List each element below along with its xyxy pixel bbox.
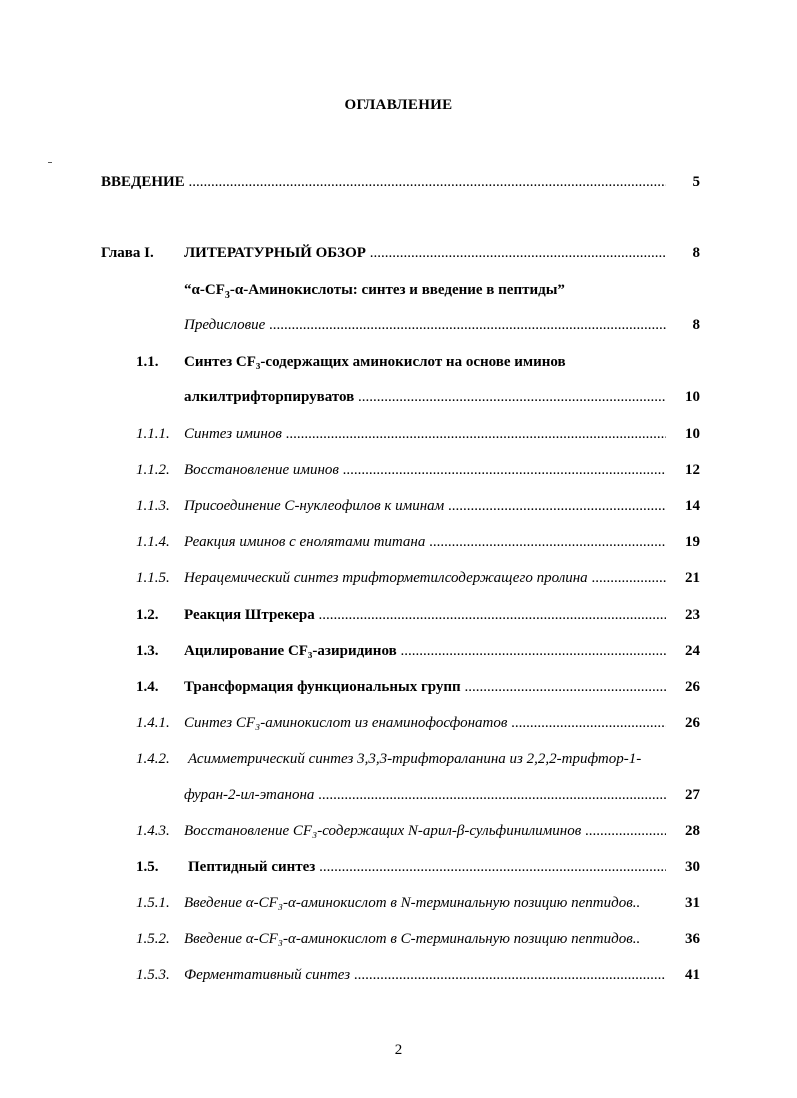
toc-num: 1.5.1. (136, 895, 170, 911)
toc-intro-page: 5 (692, 174, 700, 190)
toc-entry[interactable]: Введение α-CF₃-α-аминокислот в N-терминальную позицию пептидов.. (184, 895, 641, 911)
toc-entry[interactable]: Восстановление CF₃-содержащих N-арил-β-сульфинилиминов ..... (184, 821, 666, 841)
toc-num: 1.4. (136, 679, 159, 695)
toc-preface-label[interactable]: Предисловие ..... (184, 315, 666, 335)
toc-num: 1.5. (136, 859, 159, 875)
toc-entry[interactable]: Синтез иминов ..... (184, 424, 666, 444)
toc-page: 10 (685, 426, 700, 442)
toc-page: 23 (685, 607, 700, 623)
toc-page: 30 (685, 859, 700, 875)
toc-entry[interactable]: Нерацемический синтез трифторметилсодержащего пролина ..... (184, 568, 666, 588)
toc-entry[interactable]: Реакция иминов с енолятами титана ..... (184, 532, 666, 552)
chapter-subtitle-prefix: “α-CF (184, 282, 225, 298)
page-title: ОГЛАВЛЕНИЕ (344, 97, 453, 113)
chapter-page: 8 (692, 245, 700, 261)
scan-speck (48, 162, 52, 163)
toc-num: 1.1.3. (136, 498, 170, 514)
toc-num: 1.4.3. (136, 823, 170, 839)
toc-entry[interactable]: Присоединение С-нуклеофилов к иминам ..... (184, 496, 666, 516)
toc-entry-line1[interactable]: Асимметрический синтез 3,3,3-трифтораланина из 2,2,2-трифтор-1- (188, 751, 642, 767)
chapter-subtitle-subscript: 3 (224, 290, 230, 301)
toc-page: 14 (685, 498, 700, 514)
page-number: 2 (394, 1042, 403, 1058)
toc-page: 26 (685, 679, 700, 695)
toc-page: 21 (685, 570, 700, 586)
toc-page: 36 (685, 931, 700, 947)
toc-entry[interactable]: Ферментативный синтез ..... (184, 965, 666, 985)
toc-num: 1.1.4. (136, 534, 170, 550)
toc-entry-line2[interactable]: фуран-2-ил-этанона ..... (184, 785, 666, 805)
chapter-subtitle (184, 280, 565, 306)
toc-page: 19 (685, 534, 700, 550)
toc-page: 41 (685, 967, 700, 983)
toc-entry-line1[interactable]: Синтез CF₃-содержащих аминокислот на основе иминов (184, 354, 566, 370)
toc-num: 1.1.5. (136, 570, 170, 586)
toc-page: 24 (685, 643, 700, 659)
toc-entry-line2[interactable]: алкилтрифторпируватов ..... (184, 387, 666, 407)
toc-entry[interactable]: Пептидный синтез ..... (188, 857, 666, 877)
toc-num: 1.4.1. (136, 715, 170, 731)
toc-num: 1.5.3. (136, 967, 170, 983)
toc-page: 28 (685, 823, 700, 839)
toc-num: 1.1. (136, 354, 159, 370)
toc-page: 26 (685, 715, 700, 731)
toc-preface-page: 8 (692, 317, 700, 333)
toc-page: 12 (685, 462, 700, 478)
toc-num: 1.1.1. (136, 426, 170, 442)
toc-entry[interactable]: Восстановление иминов ..... (184, 460, 666, 480)
toc-page: 10 (685, 389, 700, 405)
toc-page: 31 (685, 895, 700, 911)
toc-num: 1.2. (136, 607, 159, 623)
toc-num: 1.3. (136, 643, 159, 659)
toc-entry[interactable]: Трансформация функциональных групп ..... (184, 677, 666, 697)
toc-entry[interactable]: Ацилирование CF₃-азиридинов ..... (184, 641, 666, 661)
chapter-subtitle-suffix: -α-Аминокислоты: синтез и введение в пептиды” (229, 282, 565, 298)
toc-entry[interactable]: Синтез CF₃-аминокислот из енаминофосфонатов ..... (184, 713, 666, 733)
toc-entry[interactable]: Введение α-CF₃-α-аминокислот в C-терминальную позицию пептидов.. (184, 931, 641, 947)
chapter-label: Глава I. (101, 245, 154, 261)
toc-num: 1.1.2. (136, 462, 170, 478)
chapter-title[interactable]: ЛИТЕРАТУРНЫЙ ОБЗОР ..... (184, 243, 666, 263)
toc-page: 27 (685, 787, 700, 803)
toc-intro-label[interactable]: ВВЕДЕНИЕ ..... (101, 172, 666, 192)
toc-num: 1.4.2. (136, 751, 170, 767)
toc-num: 1.5.2. (136, 931, 170, 947)
toc-entry[interactable]: Реакция Штрекера ..... (184, 605, 666, 625)
